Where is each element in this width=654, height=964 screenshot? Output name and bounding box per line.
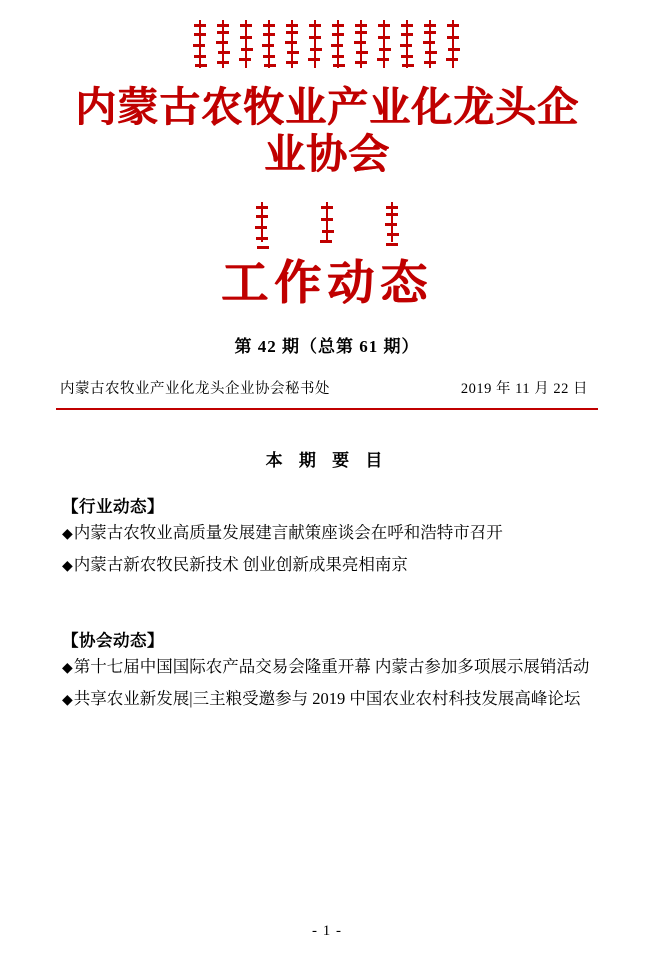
mongolian-glyph-icon — [386, 200, 399, 244]
list-item-label: 内蒙古农牧业高质量发展建言献策座谈会在呼和浩特市召开 — [73, 522, 503, 542]
page-subtitle: 工作动态 — [221, 256, 433, 312]
bullet-icon: ◆ — [62, 559, 73, 575]
mongolian-script-top — [56, 0, 598, 80]
bullet-icon: ◆ — [62, 693, 73, 709]
header-divider — [56, 408, 598, 410]
page-number: - 1 - — [312, 923, 342, 939]
mongolian-glyph-icon — [217, 18, 230, 70]
list-item[interactable] — [56, 683, 598, 715]
page-title: 内蒙古农牧业产业化龙头企业协会 — [75, 83, 579, 179]
issue-number: 第 42 期（总第 61 期） — [234, 336, 420, 356]
mongolian-glyph-icon — [240, 18, 253, 70]
bullet-icon: ◆ — [62, 526, 73, 542]
contents-title: 本 期 要 目 — [265, 450, 389, 470]
byline — [56, 377, 598, 398]
mongolian-glyph-icon — [355, 18, 368, 70]
section-heading: 【协会动态】 — [62, 631, 164, 651]
mongolian-glyph-icon — [332, 18, 345, 70]
mongolian-glyph-icon — [401, 18, 414, 70]
issuing-organization: 内蒙古农牧业产业化龙头企业协会秘书处 — [60, 380, 330, 397]
list-item-label: 第十七届中国国际农产品交易会隆重开幕 内蒙古参加多项展示展销活动 — [73, 657, 590, 677]
mongolian-glyph-icon — [447, 18, 460, 70]
list-item[interactable] — [56, 549, 598, 581]
mongolian-glyph-icon — [194, 18, 207, 70]
list-item[interactable] — [56, 651, 598, 683]
mongolian-glyph-icon — [378, 18, 391, 70]
mongolian-glyph-icon — [309, 18, 322, 70]
mongolian-glyph-icon — [256, 200, 269, 244]
section-heading: 【行业动态】 — [62, 496, 164, 516]
mongolian-glyph-icon — [321, 200, 334, 244]
mongolian-glyph-icon — [286, 18, 299, 70]
list-item[interactable] — [56, 517, 598, 549]
list-item-label: 内蒙古新农牧民新技术 创业创新成果亮相南京 — [73, 555, 408, 575]
section-association-news — [56, 627, 598, 715]
section-industry-news — [56, 493, 598, 581]
mongolian-glyph-icon — [424, 18, 437, 70]
mongolian-script-middle — [56, 178, 598, 256]
list-item-label: 共享农业新发展|三主粮受邀参与 2019 中国农业农村科技发展高峰论坛 — [73, 689, 581, 709]
bullet-icon: ◆ — [62, 661, 73, 677]
issue-date: 2019 年 11 月 22 日 — [460, 380, 588, 397]
mongolian-glyph-icon — [263, 18, 276, 70]
